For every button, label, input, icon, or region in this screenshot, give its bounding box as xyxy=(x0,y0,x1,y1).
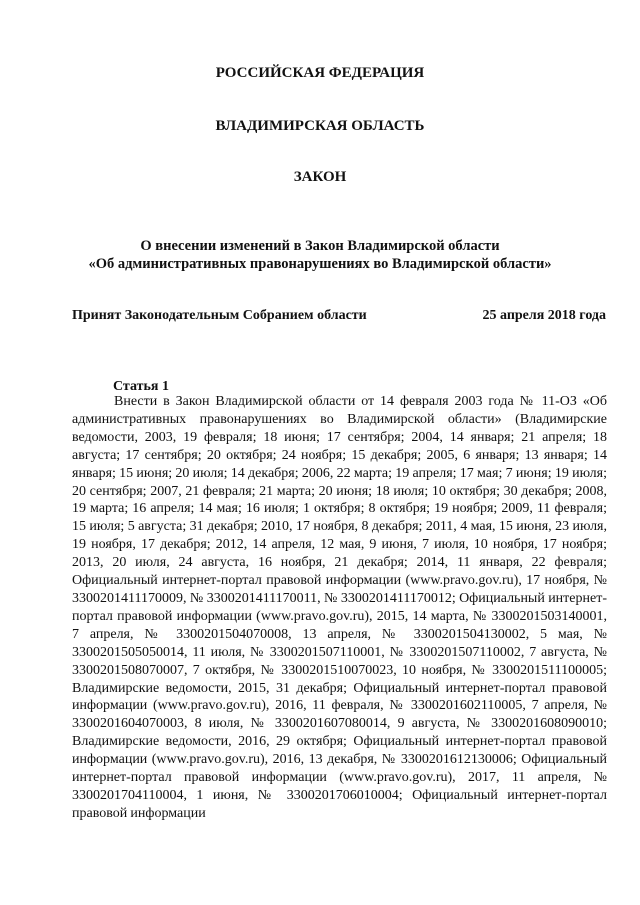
law-title-line-1: О внесении изменений в Закон Владимирской области xyxy=(140,238,500,254)
adopted-by: Принят Законодательным Собранием области xyxy=(72,308,367,323)
law-title-line-2: «Об административных правонарушениях во Владимирской области» xyxy=(88,256,552,272)
document-type-heading: ЗАКОН xyxy=(293,169,347,185)
article-1-text: Внести в Закон Владимирской области от 14 февраля 2003 года № 11-ОЗ «Об административных правонарушениях во Владимирской области» (Владимирские ведомости, 2003, 19 февраля; 18 июня; 17 сентября; 2004, 14 января; 21 апреля; 18 августа; 17 сентября; 20 октября; 24 ноября; 15 декабря; 2005, 6 января; 13 января; 14 января; 15 июня; 20 июля; 14 декабря; 2006, 22 марта; 19 апреля; 17 мая; 7 июня; 19 июля; 20 сентября; 2007, 21 февраля; 21 марта; 20 июня; 18 июля; 10 октября; 30 декабря; 2008, 19 марта; 16 апреля; 14 мая; 16 июля; 1 октября; 8 октября; 19 ноября; 2009, 11 февраля; 15 июля; 5 августа; 31 декабря; 2010, 17 ноября, 8 декабря; 2011, 4 мая, 15 июня, 23 июля, 19 ноября, 17 декабря; 2012, 14 апреля, 12 мая, 9 июня, 7 июля, 10 ноября, 17 ноября; 2013, 20 июля, 24 августа, 16 ноября, 21 декабря; 2014, 11 января, 22 февраля; Официальный интернет-портал правовой информации (www.pravo.gov.ru), 17 ноября, № 3300201411170009, № 3300201411170011, № 3300201411170012; Официальный интернет-портал правовой информации (www.pravo.gov.ru), 2015, 14 марта, № 3300201503140001, 7 апреля, № 3300201504070008, 13 апреля, № 3300201504130002, 5 мая, № 3300201505050014, 11 июля, № 3300201507110001, № 3300201507110002, 7 августа, № 3300201508070007, 7 октября, № 3300201510070023, 10 ноября, № 3300201511100005; Владимирские ведомости, 2015, 31 декабря; Официальный интернет-портал правовой информации (www.pravo.gov.ru), 2016, 11 февраля, № 3300201602110005, 7 апреля, № 3300201604070003, 8 июля, № 3300201607080014, 9 августа, № 3300201608090010; Владимирские ведомости, 2016, 29 октября; Официальный интернет-портал правовой информации (www.pravo.gov.ru), 2016, 13 декабря, № 3300201612130006; Официальный интернет-портал правовой информации (www.pravo.gov.ru), 2017, 11 апреля, № 3300201704110004, 1 июня, № 3300201706010004; Официальный интернет-портал правовой информации xyxy=(72,394,607,821)
country-heading: РОССИЙСКАЯ ФЕДЕРАЦИЯ xyxy=(215,65,425,81)
law-title xyxy=(0,237,640,273)
region-heading: ВЛАДИМИРСКАЯ ОБЛАСТЬ xyxy=(215,118,425,134)
article-1-title: Статья 1 xyxy=(113,379,169,394)
adoption-date: 25 апреля 2018 года xyxy=(482,308,606,323)
